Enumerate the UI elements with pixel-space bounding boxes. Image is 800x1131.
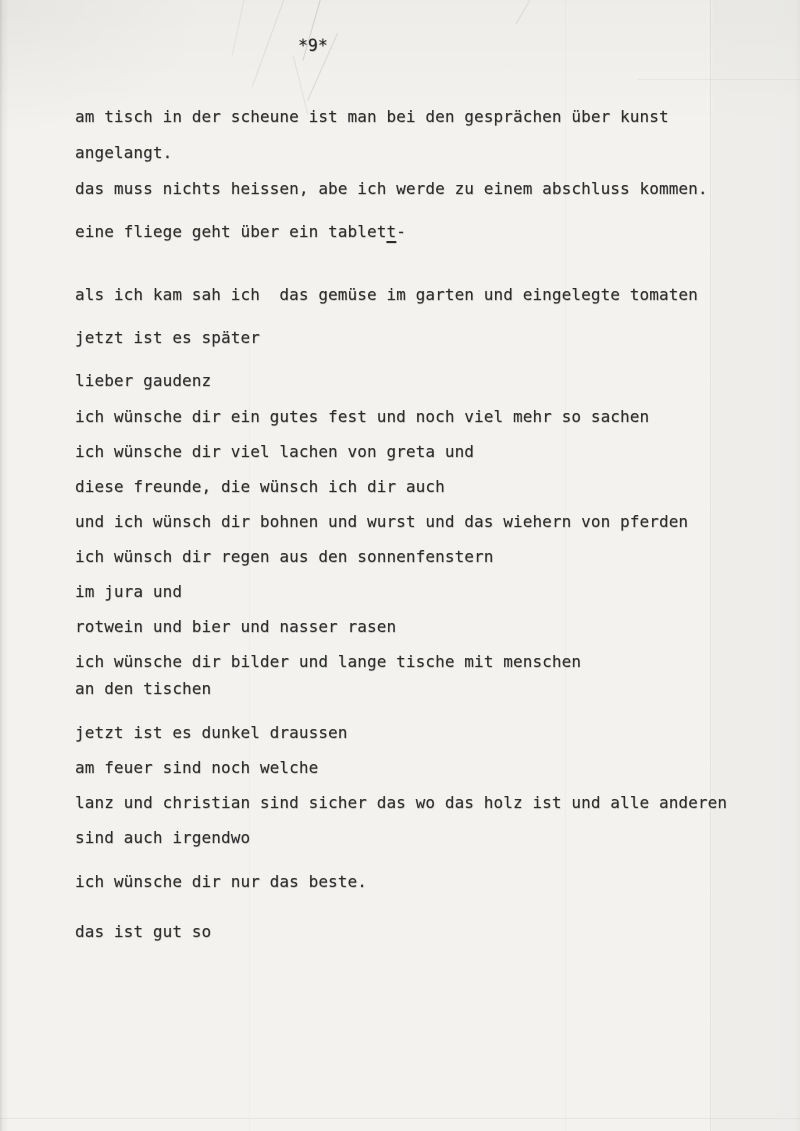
text-line: das muss nichts heissen, abe ich werde zu einem abschluss kommen. [75, 179, 708, 198]
line-segment: eine fliege geht über ein tablet [75, 222, 387, 241]
text-line: am tisch in der scheune ist man bei den gesprächen über kunst [75, 107, 669, 126]
paper-crease-horizontal-bottom [0, 1118, 800, 1119]
line-segment: - [396, 222, 406, 241]
text-line: als ich kam sah ich das gemüse im garten und eingelegte tomaten [75, 285, 698, 304]
text-line: sind auch irgendwo [75, 828, 251, 847]
text-line: an den tischen [75, 679, 212, 698]
text-line: und ich wünsch dir bohnen und wurst und das wiehern von pferden [75, 512, 689, 531]
paper-crease-vertical-mid [565, 0, 566, 1131]
text-line: rotwein und bier und nasser rasen [75, 617, 397, 636]
text-line: ich wünsch dir regen aus den sonnenfenstern [75, 547, 494, 566]
text-line: am feuer sind noch welche [75, 758, 319, 777]
text-line: ich wünsche dir bilder und lange tische mit menschen [75, 652, 582, 671]
underlined-segment: t [386, 222, 397, 241]
text-line: ich wünsche dir ein gutes fest und noch viel mehr so sachen [75, 407, 650, 426]
text-line: jetzt ist es später [75, 328, 260, 347]
paper-scratch [232, 0, 245, 55]
text-line: das ist gut so [75, 922, 212, 941]
text-line: im jura und [75, 582, 183, 601]
text-line: lanz und christian sind sicher das wo das holz ist und alle anderen [75, 793, 728, 812]
text-line: jetzt ist es dunkel draussen [75, 723, 348, 742]
text-line: lieber gaudenz [75, 371, 212, 390]
paper-scratch [293, 56, 308, 114]
paper-scratch [516, 0, 532, 24]
text-line: diese freunde, die wünsch ich dir auch [75, 477, 445, 496]
paper-crease-horizontal-top [638, 79, 800, 80]
paper-scratch [252, 0, 286, 87]
text-line: ich wünsche dir nur das beste. [75, 872, 367, 891]
paper-crease-vertical-right [710, 0, 711, 1131]
text-line [75, 222, 406, 241]
page-number: *9* [298, 36, 328, 55]
text-line: angelangt. [75, 143, 173, 162]
text-line: ich wünsche dir viel lachen von greta und [75, 442, 475, 461]
